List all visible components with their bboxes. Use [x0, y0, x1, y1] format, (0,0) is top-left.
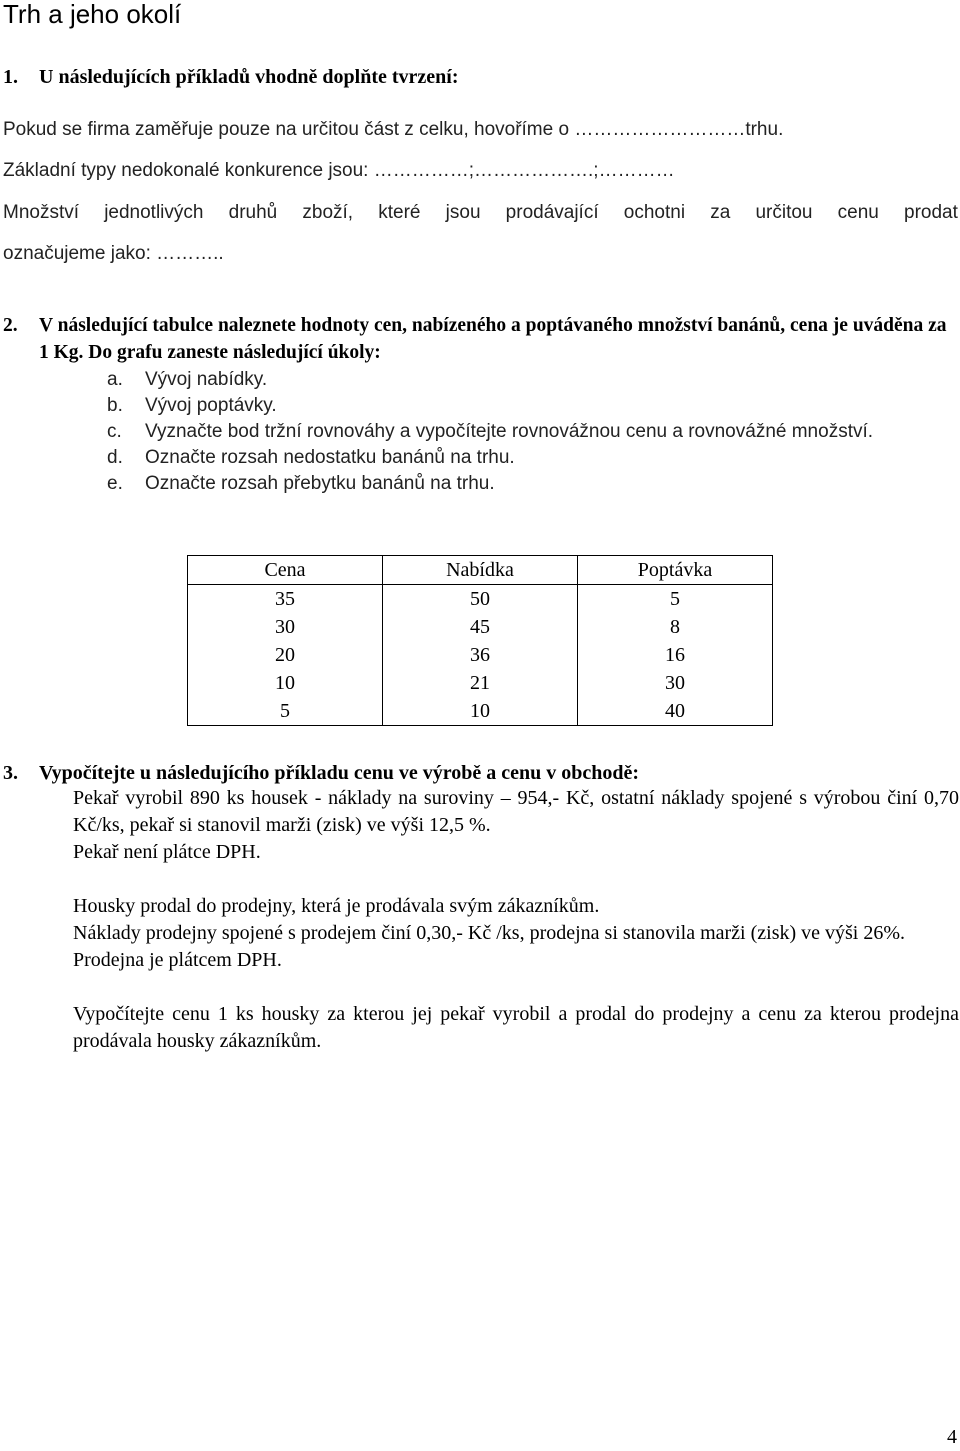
table-row: [188, 669, 773, 697]
section-3-heading-text: Vypočítejte u následujícího příkladu cenu ve výrobě a cenu v obchodě:: [39, 762, 640, 784]
list-item: [107, 419, 927, 445]
table-cell: 30: [578, 669, 773, 697]
table-cell: 10: [383, 697, 578, 726]
section-2-heading-text: V následující tabulce naleznete hodnoty cen, nabízeného a poptávaného množství banánů, cena je uváděna za 1 Kg. Do grafu zaneste následující úkoly:: [39, 315, 947, 363]
section-3-heading: [3, 760, 639, 786]
table-cell: 5: [578, 585, 773, 614]
price-supply-demand-table: [187, 555, 773, 726]
list-item: [107, 367, 927, 393]
section-1-number: 1.: [3, 66, 18, 88]
task-letter: b.: [107, 395, 123, 416]
word: určitou: [755, 202, 813, 223]
fill-in-line-label: označujeme jako: ………..: [3, 243, 224, 264]
list-item: [107, 471, 927, 497]
table-cell: 20: [188, 641, 383, 669]
word: jednotlivých: [104, 202, 204, 223]
column-header-supply: Nabídka: [383, 556, 578, 585]
task-text: Označte rozsah přebytku banánů na trhu.: [145, 473, 495, 494]
table-cell: 8: [578, 613, 773, 641]
table-cell: 35: [188, 585, 383, 614]
task-text: Vývoj poptávky.: [145, 395, 277, 416]
table-row: [188, 613, 773, 641]
section-2-heading: [3, 312, 958, 366]
spacer: [73, 974, 959, 1001]
task-text: Vývoj nabídky.: [145, 369, 268, 390]
table-row: [188, 697, 773, 726]
table-cell: 40: [578, 697, 773, 726]
section-3-body: [73, 785, 959, 1055]
paragraph-shop-sale: Housky prodal do prodejny, která je prodávala svým zákazníkům.: [73, 895, 600, 917]
fill-in-line-market: Pokud se firma zaměřuje pouze na určitou část z celku, hovoříme o ………………………trhu.: [3, 119, 784, 140]
task-letter: d.: [107, 447, 123, 468]
paragraph-baker-costs: Pekař vyrobil 890 ks housek - náklady na suroviny – 954,- Kč, ostatní náklady spojené s výrobou činí 0,70 Kč/ks, pekař si stanovil marži (zisk) ve výši 12,5 %.: [73, 787, 959, 836]
word: které: [378, 202, 421, 223]
word: druhů: [228, 202, 278, 223]
fill-in-line-quantity: [3, 201, 958, 225]
word: prodávající: [505, 202, 599, 223]
section-1-heading: [3, 64, 459, 90]
word: prodat: [904, 202, 958, 223]
task-letter: a.: [107, 369, 123, 390]
word: Množství: [3, 202, 80, 223]
section-1-heading-text: U následujících příkladů vhodně doplňte tvrzení:: [39, 66, 459, 88]
task-letter: e.: [107, 473, 123, 494]
table-row: [188, 585, 773, 614]
word: za: [710, 202, 731, 223]
paragraph-shop-vat: Prodejna je plátcem DPH.: [73, 949, 282, 971]
table-cell: 36: [383, 641, 578, 669]
task-text: Vyznačte bod tržní rovnováhy a vypočítejte rovnovážnou cenu a rovnovážné množství.: [145, 421, 874, 442]
paragraph-baker-vat: Pekař není plátce DPH.: [73, 841, 261, 863]
word: jsou: [445, 202, 481, 223]
table-cell: 5: [188, 697, 383, 726]
task-text: Označte rozsah nedostatku banánů na trhu.: [145, 447, 515, 468]
paragraph-shop-costs: Náklady prodejny spojené s prodejem činí 0,30,- Kč /ks, prodejna si stanovila marži (zisk) ve výši 26%.: [73, 922, 906, 944]
section-2-number: 2.: [3, 315, 18, 336]
table-cell: 50: [383, 585, 578, 614]
column-header-demand: Poptávka: [578, 556, 773, 585]
table-header-row: [188, 556, 773, 585]
table-cell: 16: [578, 641, 773, 669]
task-list: [107, 367, 927, 497]
table-cell: 45: [383, 613, 578, 641]
word: ochotni: [623, 202, 686, 223]
page-number: 4: [947, 1426, 957, 1448]
word: zboží,: [302, 202, 354, 223]
list-item: [107, 445, 927, 471]
word: cenu: [837, 202, 879, 223]
table-row: [188, 641, 773, 669]
list-item: [107, 393, 927, 419]
page-title: Trh a jeho okolí: [3, 0, 182, 29]
table-cell: 21: [383, 669, 578, 697]
section-3-number: 3.: [3, 762, 18, 784]
table-cell: 10: [188, 669, 383, 697]
fill-in-line-competition: Základní typy nedokonalé konkurence jsou: ……………;……………….;…………: [3, 160, 675, 181]
paragraph-task: Vypočítejte cenu 1 ks housky za kterou jej pekař vyrobil a prodal do prodejny a cenu za kterou prodejna prodávala housky zákazníkům.: [73, 1003, 959, 1052]
task-letter: c.: [107, 421, 122, 442]
column-header-price: Cena: [188, 556, 383, 585]
spacer: [73, 866, 959, 893]
table-cell: 30: [188, 613, 383, 641]
